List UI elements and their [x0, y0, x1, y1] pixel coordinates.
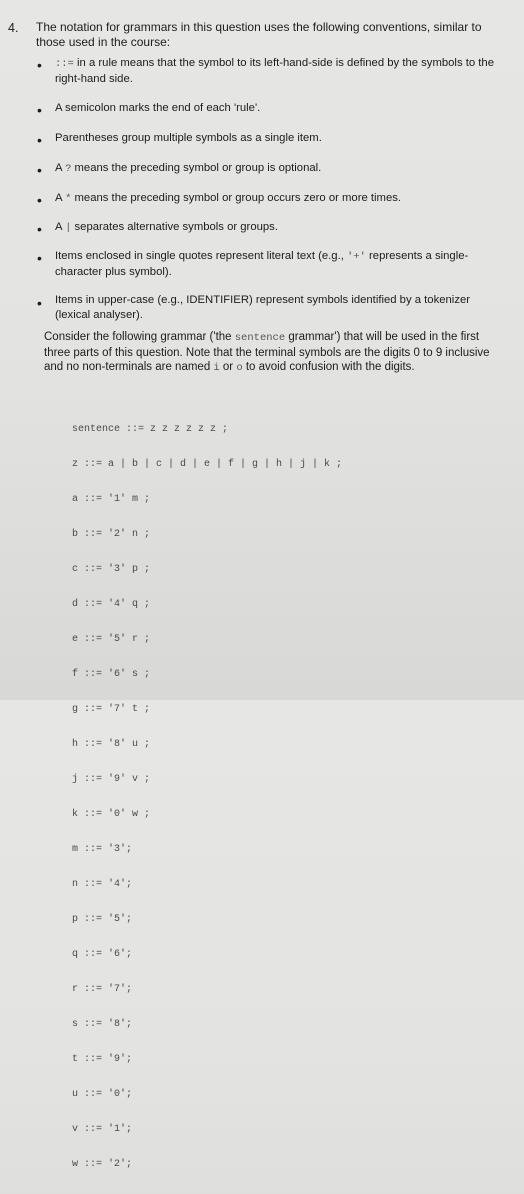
grammar-rule: r ::= '7'; — [72, 983, 133, 995]
inline-code: ::= — [55, 58, 74, 70]
grammar-rule: z ::= a | b | c | d | e | f | g | h | j | k ; — [72, 459, 343, 471]
bullet-rule-definition: ::= in a rule means that the symbol to its left-hand-side is defined by the symbols to the right-hand side. — [55, 57, 494, 85]
inline-code: i — [213, 362, 220, 374]
grammar-rule: n ::= '4'; — [72, 878, 133, 890]
grammar-rule: e ::= '5' r ; — [72, 634, 151, 646]
grammar-rule: t ::= '9'; — [72, 1053, 133, 1065]
grammar-rule: b ::= '2' n ; — [72, 529, 151, 541]
grammar-rule: v ::= '1'; — [72, 1123, 133, 1135]
inline-code: | — [65, 222, 72, 234]
grammar-rule: k ::= '0' w ; — [72, 808, 151, 820]
bullet-uppercase: Items in upper-case (e.g., IDENTIFIER) represent symbols identified by a tokenizer (lexical analyser). — [55, 294, 471, 321]
bullet-dot: • — [37, 192, 42, 208]
inline-code: '+' — [347, 251, 366, 263]
question-number: 4. — [8, 21, 19, 35]
bullet-alternatives: A | separates alternative symbols or groups. — [55, 221, 278, 234]
bullet-dot: • — [37, 132, 42, 148]
grammar-rule: j ::= '9' v ; — [72, 774, 151, 785]
inline-code: ? — [65, 163, 72, 175]
grammar-rule: p ::= '5'; — [72, 913, 133, 925]
inline-code: sentence — [234, 332, 286, 344]
bullet-dot: • — [37, 250, 42, 266]
grammar-rule: w ::= '2'; — [72, 1158, 133, 1170]
grammar-rule: m ::= '3'; — [72, 843, 133, 855]
grammar-rule: sentence ::= z z z z z z ; — [72, 424, 229, 436]
grammar-rule: f ::= '6' s ; — [72, 669, 151, 681]
bullet-semicolon: A semicolon marks the end of each 'rule'. — [55, 102, 261, 114]
grammar-rule: h ::= '8' u ; — [72, 739, 151, 751]
bullet-literals: Items enclosed in single quotes represent literal text (e.g., '+' represents a single-character plus symbol). — [55, 250, 469, 278]
bullet-parentheses: Parentheses group multiple symbols as a single item. — [55, 132, 322, 144]
question-intro: The notation for grammars in this question uses the following conventions, similar to those used in the course: — [36, 20, 482, 49]
grammar-rule: u ::= '0'; — [72, 1088, 133, 1100]
bullet-dot: • — [37, 295, 42, 311]
bullet-repetition: A * means the preceding symbol or group occurs zero or more times. — [55, 192, 402, 205]
inline-code: * — [65, 193, 72, 205]
inline-code: o — [236, 362, 243, 374]
bullet-dot: • — [37, 162, 42, 178]
bullet-dot: • — [37, 102, 42, 118]
grammar-rule: s ::= '8'; — [72, 1018, 133, 1030]
grammar-rule: q ::= '6'; — [72, 948, 133, 960]
grammar-rule: d ::= '4' q ; — [72, 599, 151, 611]
grammar-rule: a ::= '1' m ; — [72, 494, 151, 506]
grammar-rule: c ::= '3' p ; — [72, 564, 151, 576]
bullet-optional: A ? means the preceding symbol or group is optional. — [55, 162, 322, 175]
consider-paragraph: Consider the following grammar ('the sentence grammar') that will be used in the first three parts of this question. Note that the terminal symbols are the digits 0 to 9 inclusive and no non-terminals are named i or o to avoid confusion with the digits. — [44, 331, 490, 374]
grammar-rule: g ::= '7' t ; — [72, 704, 151, 716]
bullet-dot: • — [37, 221, 42, 237]
grammar-listing — [72, 401, 342, 1194]
bullet-dot: • — [37, 57, 42, 73]
